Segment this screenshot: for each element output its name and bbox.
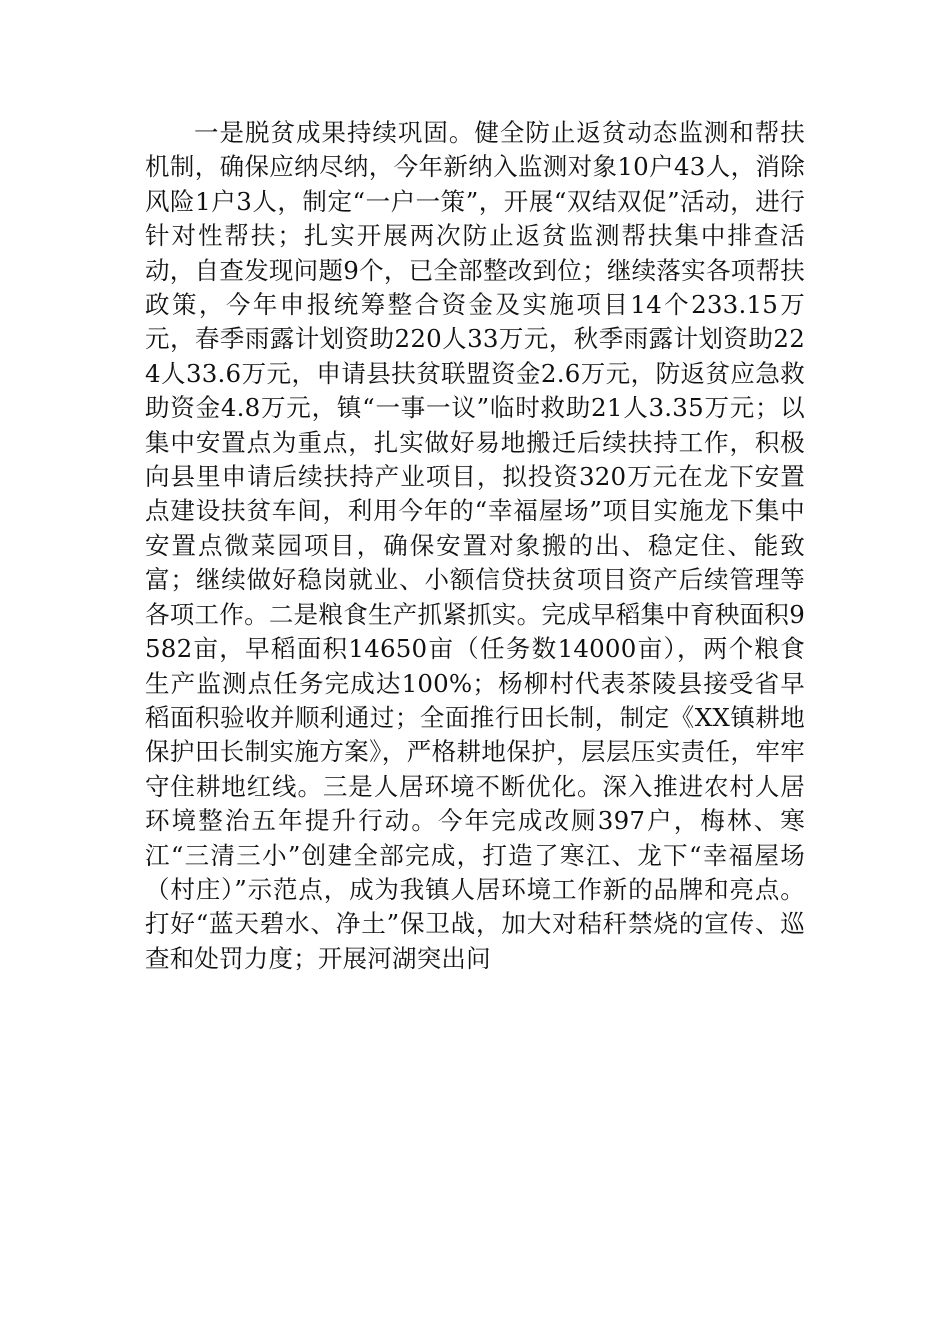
body-paragraph: 一是脱贫成果持续巩固。健全防止返贫动态监测和帮扶机制，确保应纳尽纳，今年新纳入监测对象10户43人，消除风险1户3人，制定“一户一策”，开展“双结双促”活动，进行针对性帮扶；扎实开展两次防止返贫监测帮扶集中排查活动，自查发现问题9个，已全部整改到位；继续落实各项帮扶政策，今年申报统筹整合资金及实施项目14个233.15万元，春季雨露计划资助220人33万元，秋季雨露计划资助224人33.6万元，申请县扶贫联盟资金2.6万元，防返贫应急救助资金4.8万元，镇“一事一议”临时救助21人3.35万元；以集中安置点为重点，扎实做好易地搬迁后续扶持工作，积极向县里申请后续扶持产业项目，拟投资320万元在龙下安置点建设扶贫车间，利用今年的“幸福屋场”项目实施龙下集中安置点微菜园项目，确保安置对象搬的出、稳定住、能致富；继续做好稳岗就业、小额信贷扶贫项目资产后续管理等各项工作。二是粮食生产抓紧抓实。完成早稻集中育秧面积9582亩，早稻面积14650亩（任务数14000亩），两个粮食生产监测点任务完成达100%；杨柳村代表茶陵县接受省早稻面积验收并顺利通过；全面推行田长制，制定《XX镇耕地保护田长制实施方案》，严格耕地保护，层层压实责任，牢牢守住耕地红线。三是人居环境不断优化。深入推进农村人居环境整治五年提升行动。今年完成改厕397户，梅林、寒江“三清三小”创建全部完成，打造了寒江、龙下“幸福屋场（村庄）”示范点，成为我镇人居环境工作新的品牌和亮点。打好“蓝天碧水、净土”保卫战，加大对秸秆禁烧的宣传、巡查和处罚力度；开展河湖突出问 [145, 118, 805, 973]
